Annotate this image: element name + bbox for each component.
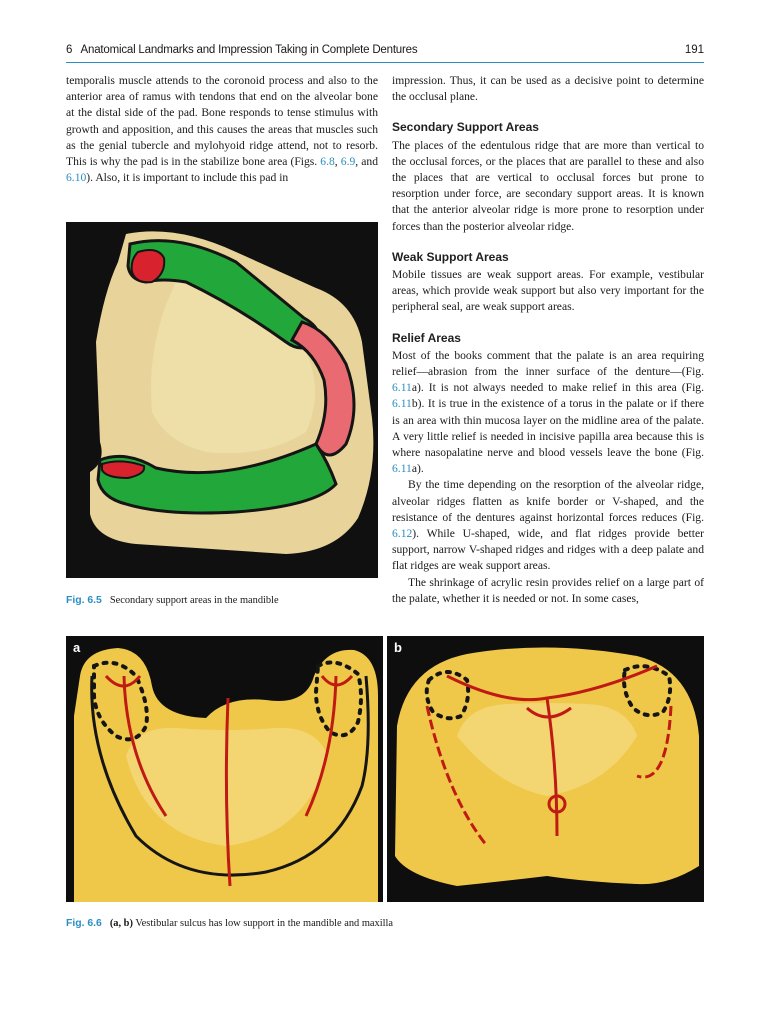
paragraph-text: temporalis muscle attends to the coronoid process and also to the anterior area of ramus with tendons that end on the alveolar bone at the distal side of the pad. Bone responds to tense stimulus with growth and apposition, and this causes the areas that muscles such as the genial tubercle and mylohyoid ridge attend, not to resorb. This is why the pad is in the stabilize bone area (Figs. [66,74,378,169]
running-header-chapter: 6 Anatomical Landmarks and Impression Taking in Complete Dentures [66,44,418,56]
left-column [66,73,378,186]
figure-reference-link[interactable]: 6.11 [392,381,412,395]
panel-label-a: a [73,640,81,655]
paragraph-text: By the time depending on the resorption of the alveolar ridge, alveolar ridges flatten as knife border or V-shaped, and the resistance of the dentures against horizontal forces reduces (Fig. [392,478,704,524]
paragraph-text: Most of the books comment that the palate is an area requiring relief—abrasion from the inner surface of the denture—(Fig. [392,348,704,379]
body-paragraph [66,73,378,186]
figure-6-5-mandible-cast-photo [66,222,378,578]
caption-text: Vestibular sulcus has low support in the mandible and maxilla [132,918,394,929]
figure-label: Fig. 6.6 [66,918,102,929]
caption-text: Secondary support areas in the mandible [109,595,279,606]
running-header [66,44,704,60]
paragraph-text: a). [411,462,424,476]
figure-6-5-caption [66,594,378,607]
paragraph-text: ). While U-shaped, wide, and flat ridges provide better support, narrow V-shaped ridges and ridges with a deep palate and flat ridges are weak support areas. [392,527,704,573]
figure-reference-link[interactable]: 6.11 [392,462,412,476]
figure-6-6b-maxilla-cast-photo [387,636,704,902]
body-paragraph: Mobile tissues are weak support areas. For example, vestibular areas, which provide weak support but also very important for the peripheral seal, are weak support areas. [392,268,704,314]
caption-panel-ref: (a, b) [109,918,133,929]
section-heading-secondary-support: Secondary Support Areas [392,120,539,135]
figure-reference-link[interactable]: 6.8 [320,155,335,169]
paragraph-text: , and [355,155,378,169]
section-heading-weak-support: Weak Support Areas [392,249,509,264]
body-paragraph [392,477,704,574]
figure-reference-link[interactable]: 6.12 [392,527,413,541]
paragraph-text: a). It is not always needed to make relief in this area (Fig. [411,381,704,395]
figure-label: Fig. 6.5 [66,595,102,606]
body-paragraph: impression. Thus, it can be used as a decisive point to determine the occlusal plane. [392,74,704,104]
body-paragraph: The places of the edentulous ridge that are more than vertical to the occlusal forces, or the places that are parallel to these and also the places that are vertical to occlusal forces but prone to resorption under force, are secondary support areas. It is known that the anterior alveolar ridge is more prone to resorption under forces than the posterior alveolar ridge. [392,138,704,233]
paragraph-text: b). It is true in the existence of a torus in the palate or if there is an area with thin mucosa layer on the midline area of the palate. A very little relief is needed in incisive papilla area because this is where nasopalatine nerve and blood vessels leave the bone (Fig. [392,397,704,460]
right-column [392,73,704,607]
page-number: 191 [684,44,704,56]
figure-6-6-caption [66,917,704,930]
paragraph-text: ). Also, it is important to include this pad in [86,171,289,185]
body-paragraph [392,348,704,478]
figure-reference-link[interactable]: 6.10 [66,171,87,185]
panel-label-b: b [394,640,402,655]
body-paragraph: The shrinkage of acrylic resin provides relief on a large part of the palate, whether it is needed or not. In some cases, [392,575,704,605]
header-rule [66,62,704,63]
figure-6-6a-mandible-cast-photo [66,636,383,902]
section-heading-relief-areas: Relief Areas [392,330,461,345]
figure-reference-link[interactable]: 6.11 [392,397,412,411]
paragraph-text: , [334,155,341,169]
figure-reference-link[interactable]: 6.9 [340,155,356,169]
